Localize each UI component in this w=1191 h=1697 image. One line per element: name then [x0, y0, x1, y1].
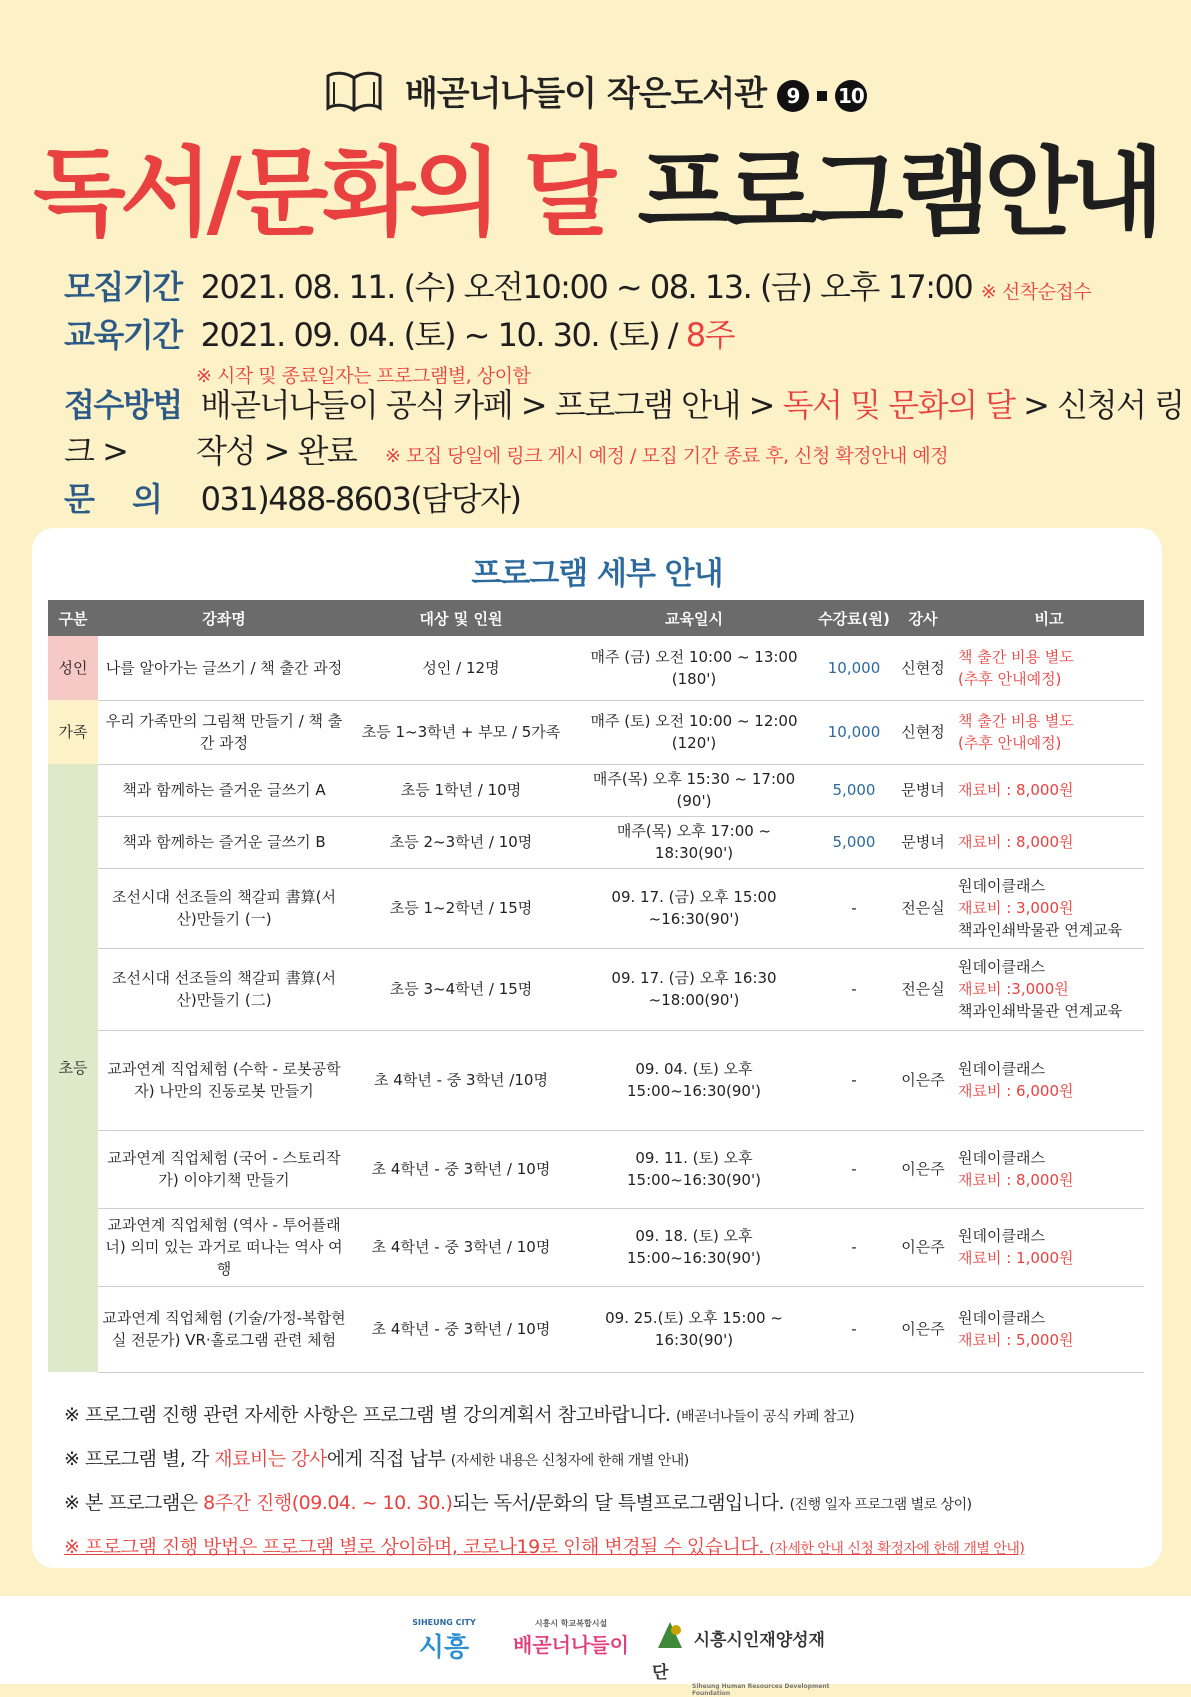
- course-target: 초등 1학년 / 10명: [350, 764, 572, 816]
- edu-note: ※ 시작 및 종료일자는 프로그램별, 상이함: [196, 365, 531, 387]
- course-target: 초 4학년 - 중 3학년 / 10명: [350, 1286, 572, 1372]
- recruit-row: [64, 262, 1091, 308]
- course-date: 매주 (금) 오전 10:00 ~ 13:00 (180'): [572, 636, 816, 700]
- col-header-note: 비고: [954, 600, 1144, 636]
- course-name: 교과연계 직업체험 (국어 - 스토리작가) 이야기책 만들기: [98, 1130, 350, 1208]
- note-line: 재료비 : 8,000원: [958, 781, 1074, 799]
- course-target: 초 4학년 - 중 3학년 /10명: [350, 1030, 572, 1130]
- note-1: [64, 1400, 854, 1427]
- course-name: 교과연계 직업체험 (수학 - 로봇공학자) 나만의 진동로봇 만들기: [98, 1030, 350, 1130]
- course-note: [954, 1208, 1144, 1286]
- edu-value: 2021. 09. 04. (토) ~ 10. 30. (토) /: [200, 316, 678, 354]
- course-name: 책과 함께하는 즐거운 글쓰기 A: [98, 764, 350, 816]
- course-name: 교과연계 직업체험 (기술/가정-복합현실 전문가) VR·홀로그램 관련 체험: [98, 1286, 350, 1372]
- col-header-fee: 수강료(원): [816, 600, 892, 636]
- category-elementary: 초등: [48, 764, 98, 1372]
- table-row: [48, 1130, 1144, 1208]
- note-3-a: ※ 본 프로그램은: [64, 1492, 198, 1514]
- course-target: 성인 / 12명: [350, 636, 572, 700]
- category-family: 가족: [48, 700, 98, 764]
- table-row: [48, 1030, 1144, 1130]
- course-fee: -: [816, 1208, 892, 1286]
- note-line: 재료비 : 3,000원: [958, 899, 1074, 917]
- course-date: 매주 (토) 오전 10:00 ~ 12:00 (120'): [572, 700, 816, 764]
- course-date: 09. 11. (토) 오후 15:00~16:30(90'): [572, 1130, 816, 1208]
- note-line: 책과인쇄박물관 연계교육: [958, 921, 1123, 939]
- logo-baegot-text: 배곧너나들이: [513, 1633, 629, 1657]
- course-teacher: 이은주: [892, 1286, 954, 1372]
- main-headline: [0, 138, 1191, 248]
- note-line: 재료비 : 1,000원: [958, 1249, 1074, 1267]
- note-1-small: (배곧너나들이 공식 카페 참고): [675, 1409, 855, 1425]
- course-teacher: 신현정: [892, 700, 954, 764]
- course-date: 09. 04. (토) 오후 15:00~16:30(90'): [572, 1030, 816, 1130]
- headline-black: 프로그램안내: [637, 137, 1158, 249]
- course-note: [954, 816, 1144, 868]
- note-2-small: (자세한 내용은 신청자에 한해 개별 안내): [450, 1453, 689, 1469]
- note-line: 원데이클래스: [958, 877, 1045, 895]
- note-line: 재료비 : 8,000원: [958, 1171, 1074, 1189]
- course-target: 초등 2~3학년 / 10명: [350, 816, 572, 868]
- course-date: 09. 17. (금) 오후 15:00 ~16:30(90'): [572, 868, 816, 948]
- course-fee: 10,000: [816, 700, 892, 764]
- category-adult: 성인: [48, 636, 98, 700]
- logo-foundation-text: 시흥시인재양성재단: [652, 1630, 825, 1683]
- table-row: [48, 868, 1144, 948]
- note-3-b: 8주간 진행(09.04. ~ 10. 30.): [203, 1492, 453, 1514]
- headline-red: 독서/문화의 달: [33, 137, 611, 249]
- col-header-date: 교육일시: [572, 600, 816, 636]
- contact-row: [64, 474, 521, 520]
- course-target: 초 4학년 - 중 3학년 / 10명: [350, 1208, 572, 1286]
- note-3-small: (진행 일자 프로그램 별로 상이): [789, 1497, 972, 1513]
- note-2-b: 재료비는 강사: [214, 1448, 327, 1470]
- apply-label: 접수방법: [64, 386, 182, 424]
- course-fee: -: [816, 1286, 892, 1372]
- course-fee: -: [816, 1130, 892, 1208]
- note-line: 재료비 : 8,000원: [958, 833, 1074, 851]
- top-header: [0, 0, 1191, 518]
- logo-siheung-sub: SIHEUNG CITY: [412, 1618, 476, 1627]
- note-line: 원데이클래스: [958, 1309, 1045, 1327]
- course-name: 교과연계 직업체험 (역사 - 투어플래너) 의미 있는 과거로 떠나는 역사 여행: [98, 1208, 350, 1286]
- apply-step-a: 배곧너나들이 공식 카페 > 프로그램 안내 >: [200, 386, 774, 424]
- course-date: 매주(목) 오후 17:00 ~ 18:30(90'): [572, 816, 816, 868]
- footer: [0, 1596, 1191, 1697]
- edu-row: [64, 310, 734, 356]
- apply-step-c: > 신청서 링크 >: [64, 386, 1184, 470]
- course-fee: -: [816, 1030, 892, 1130]
- course-teacher: 이은주: [892, 1130, 954, 1208]
- col-header-category: 구분: [48, 600, 98, 636]
- foundation-emblem-icon: [652, 1618, 688, 1658]
- course-fee: 5,000: [816, 816, 892, 868]
- note-line: (추후 안내예정): [958, 734, 1062, 752]
- course-name: 나를 알아가는 글쓰기 / 책 출간 과정: [98, 636, 350, 700]
- course-teacher: 전은실: [892, 868, 954, 948]
- recruit-note: ※ 선착순접수: [980, 281, 1092, 303]
- logo-baegot-sub: 시흥시 학교복합시설: [534, 1619, 608, 1628]
- note-4-text: ※ 프로그램 진행 방법은 프로그램 별로 상이하며, 코로나19로 인해 변경될 수 있습니다.: [64, 1536, 764, 1558]
- course-fee: -: [816, 868, 892, 948]
- contact-label: 문 의: [64, 480, 162, 518]
- course-teacher: 이은주: [892, 1030, 954, 1130]
- logo-baegot: [506, 1618, 636, 1658]
- table-row: [48, 700, 1144, 764]
- separator-square: [817, 91, 827, 101]
- course-teacher: 전은실: [892, 948, 954, 1030]
- course-date: 09. 18. (토) 오후 15:00~16:30(90'): [572, 1208, 816, 1286]
- course-fee: 10,000: [816, 636, 892, 700]
- course-date: 매주(목) 오후 15:30 ~ 17:00 (90'): [572, 764, 816, 816]
- note-line: 재료비 : 6,000원: [958, 1082, 1074, 1100]
- col-header-course: 강좌명: [98, 600, 350, 636]
- note-4-small: (자세한 안내 신청 확정자에 한해 개별 안내): [769, 1541, 1025, 1557]
- library-name: 배곧너나들이 작은도서관: [404, 74, 767, 114]
- course-fee: -: [816, 948, 892, 1030]
- logo-foundation-sub: Siheung Human Resources Development Foundation: [692, 1683, 830, 1697]
- course-teacher: 이은주: [892, 1208, 954, 1286]
- contact-value: 031)488-8603(담당자): [200, 480, 521, 518]
- course-teacher: 문병녀: [892, 764, 954, 816]
- logo-siheung: [394, 1618, 494, 1664]
- course-date: 09. 25.(토) 오후 15:00 ~ 16:30(90'): [572, 1286, 816, 1372]
- note-4: [64, 1532, 1024, 1559]
- course-teacher: 문병녀: [892, 816, 954, 868]
- table-row: [48, 1208, 1144, 1286]
- note-2-a: ※ 프로그램 별, 각: [64, 1448, 209, 1470]
- recruit-label: 모집기간: [64, 268, 182, 306]
- note-1-text: ※ 프로그램 진행 관련 자세한 사항은 프로그램 별 강의계획서 참고바랍니다.: [64, 1404, 671, 1426]
- course-name: 우리 가족만의 그림책 만들기 / 책 출간 과정: [98, 700, 350, 764]
- course-fee: 5,000: [816, 764, 892, 816]
- note-line: 원데이클래스: [958, 1149, 1045, 1167]
- table-row: [48, 816, 1144, 868]
- number-badge-9: 9: [777, 80, 809, 112]
- course-note: [954, 700, 1144, 764]
- note-line: 재료비 :3,000원: [958, 980, 1069, 998]
- course-target: 초등 1~2학년 / 15명: [350, 868, 572, 948]
- course-name: 조선시대 선조들의 책갈피 書算(서산)만들기 (一): [98, 868, 350, 948]
- course-note: [954, 948, 1144, 1030]
- course-date: 09. 17. (금) 오후 16:30 ~18:00(90'): [572, 948, 816, 1030]
- note-2-c: 에게 직접 납부: [326, 1448, 446, 1470]
- note-line: 책과인쇄박물관 연계교육: [958, 1002, 1123, 1020]
- recruit-value: 2021. 08. 11. (수) 오전10:00 ~ 08. 13. (금) 오후 17:00: [200, 268, 973, 306]
- note-line: 원데이클래스: [958, 1060, 1045, 1078]
- apply-step-d: 작성 > 완료: [196, 432, 357, 470]
- number-badge-10: 10: [835, 80, 867, 112]
- note-2: [64, 1444, 689, 1471]
- table-row: [48, 1286, 1144, 1372]
- course-name: 책과 함께하는 즐거운 글쓰기 B: [98, 816, 350, 868]
- course-target: 초 4학년 - 중 3학년 / 10명: [350, 1130, 572, 1208]
- table-row: [48, 948, 1144, 1030]
- table-row: [48, 636, 1144, 700]
- course-note: [954, 636, 1144, 700]
- course-note: [954, 1130, 1144, 1208]
- course-teacher: 신현정: [892, 636, 954, 700]
- course-note: [954, 1030, 1144, 1130]
- apply-row-2: [196, 426, 948, 472]
- note-line: 원데이클래스: [958, 958, 1045, 976]
- note-line: 책 출간 비용 별도: [958, 712, 1074, 730]
- course-name: 조선시대 선조들의 책갈피 書算(서산)만들기 (二): [98, 948, 350, 1030]
- apply-note: ※ 모집 당일에 링크 게시 예정 / 모집 기간 종료 후, 신청 확정안내 예정: [384, 445, 949, 467]
- col-header-teacher: 강사: [892, 600, 954, 636]
- note-line: 원데이클래스: [958, 1227, 1045, 1245]
- library-title: [0, 66, 1191, 123]
- course-note: [954, 868, 1144, 948]
- course-note: [954, 764, 1144, 816]
- program-table-title: 프로그램 세부 안내: [471, 556, 723, 592]
- col-header-target: 대상 및 인원: [350, 600, 572, 636]
- note-line: (추후 안내예정): [958, 669, 1062, 688]
- edu-label: 교육기간: [64, 316, 182, 354]
- note-3: [64, 1488, 972, 1515]
- course-target: 초등 3~4학년 / 15명: [350, 948, 572, 1030]
- note-line: 책 출간 비용 별도: [958, 647, 1074, 666]
- edu-weeks: 8주: [685, 316, 735, 354]
- program-table: [48, 600, 1144, 1373]
- table-row: [48, 764, 1144, 816]
- note-line: 재료비 : 5,000원: [958, 1331, 1074, 1349]
- book-icon: [324, 68, 384, 123]
- logo-siheung-text: 시흥: [418, 1633, 470, 1663]
- note-3-c: 되는 독서/문화의 달 특별프로그램입니다.: [452, 1492, 785, 1514]
- table-header-row: [48, 600, 1144, 636]
- apply-step-b: 독서 및 문화의 달: [782, 386, 1015, 424]
- course-note: [954, 1286, 1144, 1372]
- logo-foundation: [652, 1618, 832, 1697]
- course-target: 초등 1~3학년 + 부모 / 5가족: [350, 700, 572, 764]
